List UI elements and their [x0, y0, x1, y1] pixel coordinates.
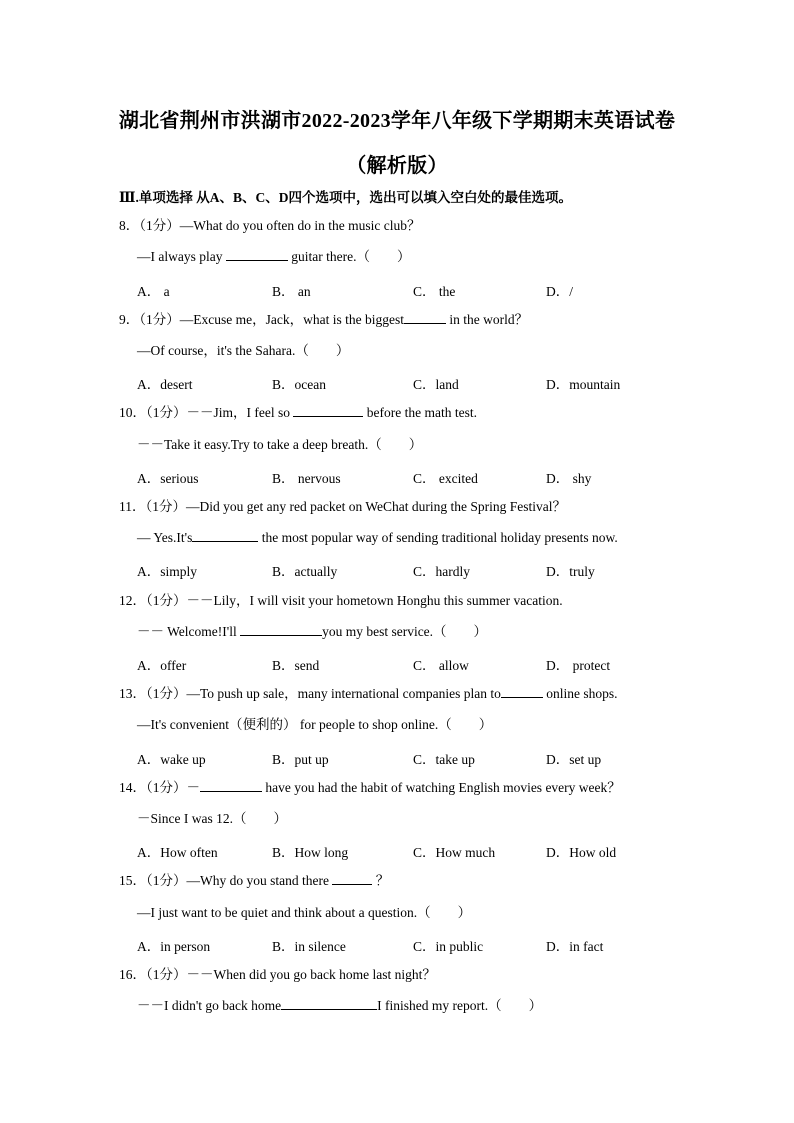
question-15-response: —I just want to be quiet and think about a question.（ ） [137, 905, 472, 920]
option-c: C．hardly [413, 564, 470, 579]
question-10-options [0, 467, 794, 485]
question-12-options [0, 654, 794, 672]
option-d: D．/ [546, 284, 573, 299]
option-c: C．land [413, 377, 459, 392]
question-14-options [0, 841, 794, 859]
option-c: C． allow [413, 658, 469, 673]
option-a: A．simply [137, 564, 198, 579]
option-c: C．How much [413, 845, 496, 860]
answer-blank [332, 872, 372, 885]
option-a: A．wake up [137, 752, 206, 767]
question-13-response: —It's convenient（便利的） for people to shop online.（ ） [137, 717, 493, 732]
response-text: guitar there.（ ） [287, 249, 411, 264]
answer-blank [200, 779, 262, 792]
response-text: －－I didn't go back home [137, 998, 282, 1013]
prompt-text: ？ [372, 873, 390, 888]
answer-blank [240, 623, 322, 636]
response-text: — Yes.It's [137, 530, 193, 545]
prompt-text: have you had the habit of watching English movies every week？ [262, 780, 621, 795]
option-b: B．put up [272, 752, 329, 767]
option-a: A．offer [137, 658, 187, 673]
question-15-prompt [119, 872, 389, 890]
prompt-text: 14．（1分）－ [119, 780, 200, 795]
answer-blank [501, 685, 543, 698]
question-8-prompt: 8．（1分）—What do you often do in the music club？ [119, 218, 421, 233]
answer-blank [281, 997, 377, 1010]
question-15-options [0, 935, 794, 953]
question-12-prompt: 12．（1分）－－Lily，I will visit your hometown Honghu this summer vacation. [119, 593, 563, 608]
option-d: D．mountain [546, 377, 621, 392]
question-16-prompt: 16．（1分）－－When did you go back home last night？ [119, 967, 436, 982]
option-c: C．take up [413, 752, 475, 767]
option-a: A．desert [137, 377, 193, 392]
response-text: I finished my report.（ ） [377, 998, 543, 1013]
option-d: D． protect [546, 658, 611, 673]
section-heading: Ⅲ.单项选择 从A、B、C、D四个选项中，选出可以填入空白处的最佳选项。 [119, 190, 572, 205]
option-d: D． shy [546, 471, 592, 486]
option-b: B．send [272, 658, 320, 673]
option-c: C． the [413, 284, 456, 299]
response-text: －－ Welcome!I'll [137, 624, 241, 639]
option-b: B． an [272, 284, 311, 299]
option-b: B．actually [272, 564, 338, 579]
option-b: B．ocean [272, 377, 326, 392]
question-9-options [0, 373, 794, 391]
prompt-text: 10．（1分）－－Jim，I feel so [119, 405, 294, 420]
option-d: D．truly [546, 564, 595, 579]
question-13-prompt [119, 685, 618, 703]
question-12-response [137, 623, 487, 641]
document-subtitle: （解析版） [346, 155, 448, 177]
question-10-prompt [119, 404, 477, 422]
response-text: the most popular way of sending traditional holiday presents now. [258, 530, 618, 545]
prompt-text: 9．（1分）—Excuse me，Jack，what is the biggest [119, 312, 404, 327]
response-text: —I always play [137, 249, 226, 264]
answer-blank [226, 248, 288, 261]
option-c: C．in public [413, 939, 484, 954]
answer-blank [293, 404, 363, 417]
prompt-text: 15．（1分）—Why do you stand there [119, 873, 333, 888]
option-d: D．in fact [546, 939, 604, 954]
answer-blank [192, 529, 258, 542]
option-d: D．set up [546, 752, 602, 767]
question-14-prompt [119, 779, 621, 797]
option-b: B． nervous [272, 471, 341, 486]
prompt-text: 13．（1分）—To push up sale，many international companies plan to [119, 686, 501, 701]
option-b: B．in silence [272, 939, 346, 954]
option-a: A． a [137, 284, 170, 299]
question-9-response: —Of course，it's the Sahara.（ ） [137, 343, 350, 358]
question-9-prompt [119, 311, 528, 329]
option-a: A．How often [137, 845, 218, 860]
document-title: 湖北省荆州市洪湖市2022-2023学年八年级下学期期末英语试卷 [118, 110, 676, 132]
response-text: you my best service.（ ） [322, 624, 488, 639]
question-8-options [0, 280, 794, 298]
question-10-response: －－Take it easy.Try to take a deep breath.（ ） [137, 437, 423, 452]
option-b: B．How long [272, 845, 349, 860]
option-a: A．serious [137, 471, 199, 486]
question-11-prompt: 11．（1分）—Did you get any red packet on WeChat during the Spring Festival？ [119, 499, 566, 514]
question-16-response [137, 997, 542, 1015]
option-a: A．in person [137, 939, 211, 954]
question-13-options [0, 748, 794, 766]
option-c: C． excited [413, 471, 478, 486]
answer-blank [404, 311, 446, 324]
question-11-response [137, 529, 618, 547]
question-14-response: －Since I was 12.（ ） [137, 811, 287, 826]
option-d: D．How old [546, 845, 617, 860]
prompt-text: online shops. [542, 686, 618, 701]
question-11-options [0, 560, 794, 578]
prompt-text: in the world？ [445, 312, 529, 327]
question-8-response [137, 248, 410, 266]
prompt-text: before the math test. [363, 405, 477, 420]
